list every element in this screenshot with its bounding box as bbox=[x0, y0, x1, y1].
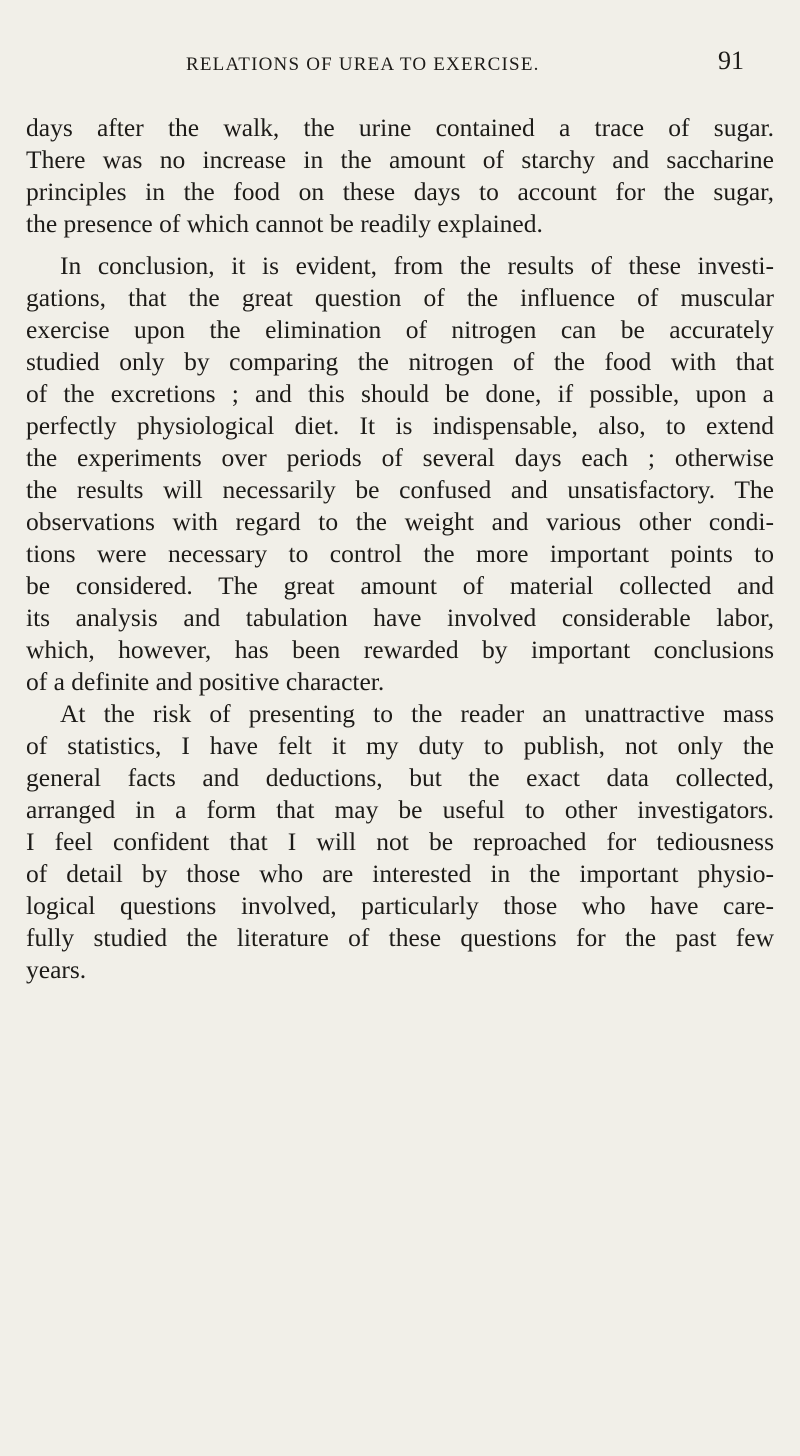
text-line: perfectly physiological diet. It is indispensable, also, to extend bbox=[26, 411, 774, 440]
text-line: the experiments over periods of several days each ; otherwise bbox=[26, 443, 774, 472]
text-line: observations with regard to the weight and various other condi- bbox=[26, 507, 774, 536]
text-line: logical questions involved, particularly those who have care- bbox=[26, 891, 774, 920]
text-line: There was no increase in the amount of starchy and saccharine bbox=[26, 145, 774, 174]
text-line: exercise upon the elimination of nitrogen can be accurately bbox=[26, 315, 774, 344]
text-line: its analysis and tabulation have involved considerable labor, bbox=[26, 603, 774, 632]
text-line: At the risk of presenting to the reader an unattractive mass bbox=[60, 699, 774, 728]
text-line: which, however, has been rewarded by important conclusions bbox=[26, 635, 774, 664]
text-line: of detail by those who are interested in the important physio- bbox=[26, 859, 774, 888]
text-line: fully studied the literature of these questions for the past few bbox=[26, 923, 774, 952]
text-line: arranged in a form that may be useful to other investigators. bbox=[26, 795, 774, 824]
text-line: the presence of which cannot be readily explained. bbox=[26, 209, 543, 238]
text-line: of the excretions ; and this should be done, if possible, upon a bbox=[26, 379, 774, 408]
text-line: of statistics, I have felt it my duty to publish, not only the bbox=[26, 731, 774, 760]
text-line: general facts and deductions, but the exact data collected, bbox=[26, 763, 774, 792]
text-line: I feel confident that I will not be reproached for tediousness bbox=[26, 827, 774, 856]
text-line: be considered. The great amount of material collected and bbox=[26, 571, 774, 600]
text-line: principles in the food on these days to account for the sugar, bbox=[26, 177, 774, 206]
text-line: the results will necessarily be confused and unsatisfactory. The bbox=[26, 475, 774, 504]
text-line: days after the walk, the urine contained a trace of sugar. bbox=[26, 113, 774, 142]
text-line: of a definite and positive character. bbox=[26, 667, 385, 696]
page-number: 91 bbox=[718, 46, 744, 75]
text-line: In conclusion, it is evident, from the results of these investi- bbox=[60, 251, 774, 280]
text-line: studied only by comparing the nitrogen of the food with that bbox=[26, 347, 774, 376]
text-line: tions were necessary to control the more important points to bbox=[26, 539, 774, 568]
text-line: gations, that the great question of the influence of muscular bbox=[26, 283, 774, 312]
running-head: RELATIONS OF UREA TO EXERCISE. bbox=[186, 54, 540, 75]
text-line: years. bbox=[26, 955, 87, 984]
